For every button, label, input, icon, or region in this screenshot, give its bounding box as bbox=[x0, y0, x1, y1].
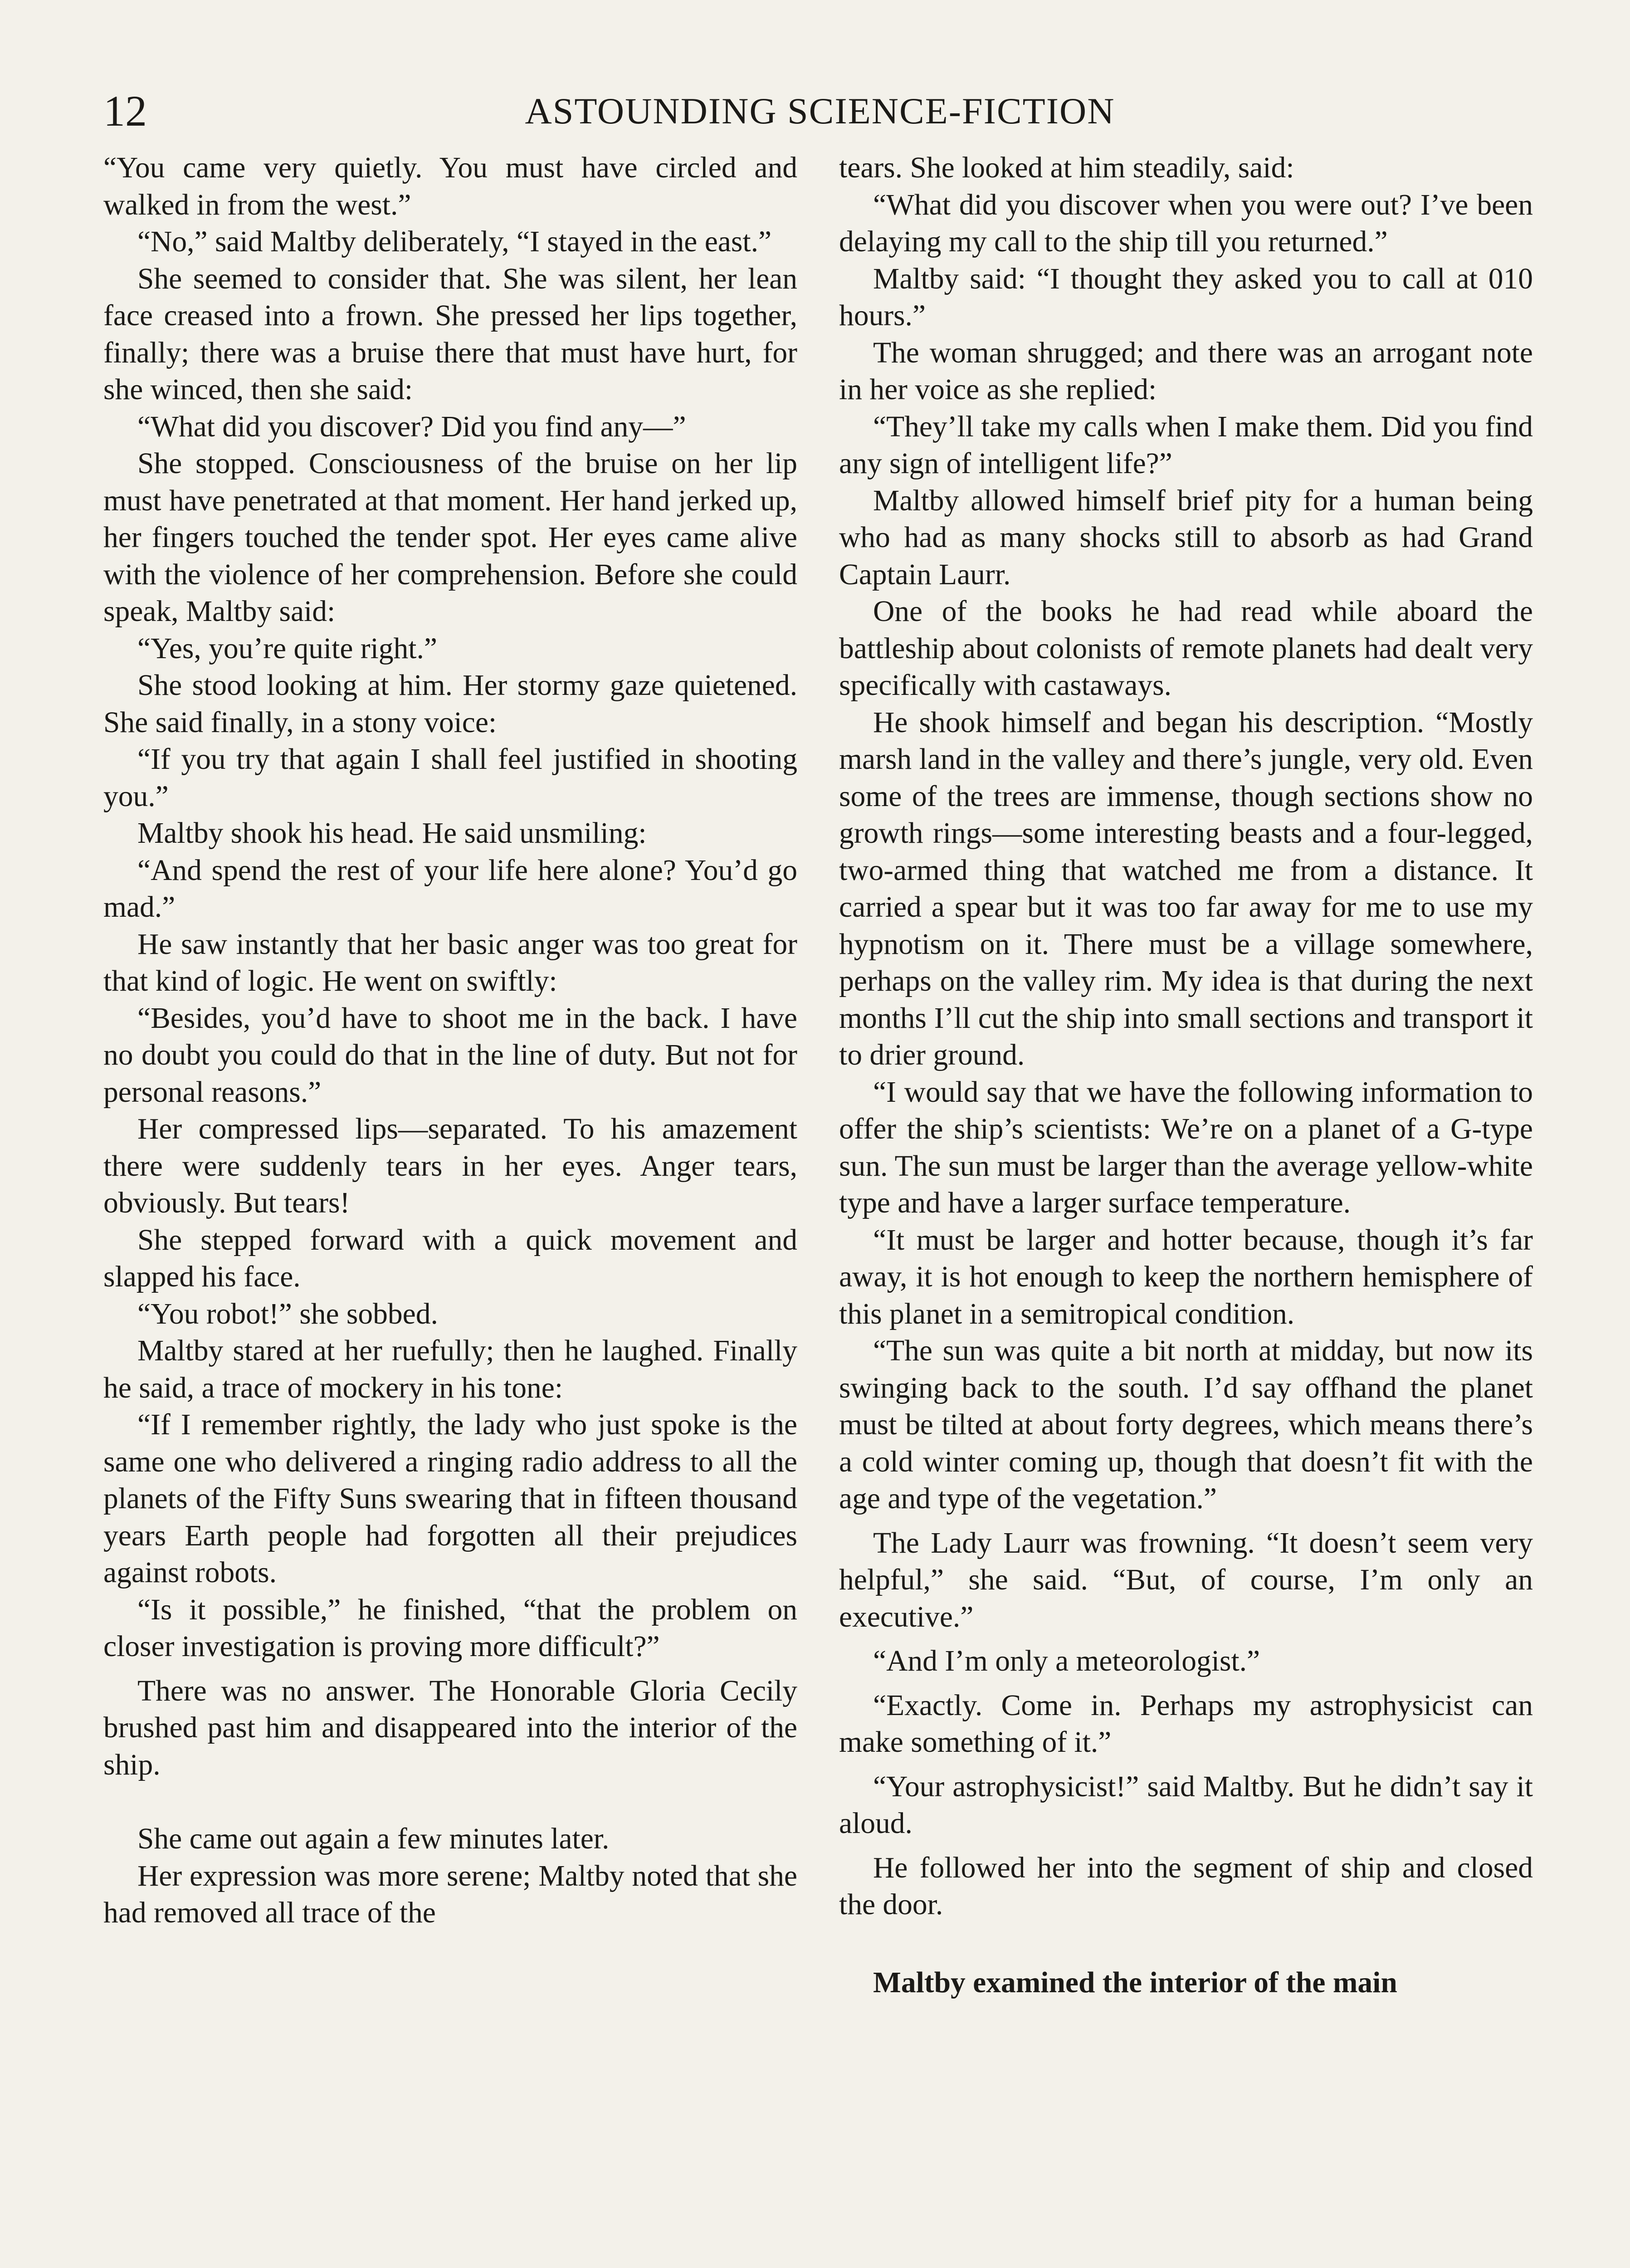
paragraph: One of the books he had read while aboard the battleship about colonists of remote planets had dealt very specifically with castaways. bbox=[839, 595, 1533, 702]
paragraph: She stopped. Consciousness of the bruise on her lip must have penetrated at that moment. Her hand jerked up, her fingers touched the tender spot. Her eyes came alive with the violence of her comprehension. Before she could speak, Maltby said: bbox=[103, 447, 797, 628]
paragraph: She came out again a few minutes later. bbox=[137, 1823, 610, 1855]
paragraph: Maltby stared at her ruefully; then he laughed. Finally he said, a trace of mockery in his tone: bbox=[103, 1334, 797, 1404]
magazine-title: ASTOUNDING SCIENCE-FICTION bbox=[525, 90, 1115, 132]
paragraph: “No,” said Maltby deliberately, “I stayed in the east.” bbox=[137, 225, 772, 258]
paragraph: “You came very quietly. You must have circled and walked in from the west.” bbox=[103, 152, 797, 221]
right-column bbox=[839, 150, 1533, 2001]
paragraph: “If I remember rightly, the lady who just spoke is the same one who delivered a ringing radio address to all the planets of the Fifty Suns swearing that in fifteen thousand years Earth people had forgotten all their prejudices against robots. bbox=[103, 1408, 797, 1589]
paragraph: tears. She looked at him steadily, said: bbox=[839, 152, 1294, 184]
paragraph: He saw instantly that her basic anger was too great for that kind of logic. He went on swiftly: bbox=[103, 928, 797, 997]
paragraph: Maltby examined the interior of the main bbox=[873, 1966, 1397, 1999]
paragraph: “Is it possible,” he finished, “that the problem on closer investigation is proving more difficult?” bbox=[103, 1593, 797, 1663]
paragraph: Her compressed lips—separated. To his amazement there were suddenly tears in her eyes. Anger tears, obviously. But tears! bbox=[103, 1113, 797, 1219]
paragraph: There was no answer. The Honorable Gloria Cecily brushed past him and disappeared into the interior of the ship. bbox=[103, 1674, 797, 1781]
paragraph: “The sun was quite a bit north at midday, but now its swinging back to the south. I’d say offhand the planet must be tilted at about forty degrees, which means there’s a cold winter coming up, though that doesn’t fit with the age and type of the vegetation.” bbox=[839, 1334, 1533, 1515]
paragraph: “What did you discover? Did you find any—” bbox=[137, 410, 686, 443]
paragraph: He shook himself and began his description. “Mostly marsh land in the valley and there’s jungle, very old. Even some of the trees are immense, though sections show no growth rings—some interesting beasts and a four-legged, two-armed thing that watched me from a distance. It carried a spear but it was too far away for me to use my hypnotism on it. There must be a village somewhere, perhaps on the valley rim. My idea is that during the next months I’ll cut the ship into small sections and transport it to drier ground. bbox=[839, 706, 1533, 1071]
paragraph: “If you try that again I shall feel justified in shooting you.” bbox=[103, 743, 797, 813]
paragraph: “What did you discover when you were out? I’ve been delaying my call to the ship till you returned.” bbox=[839, 188, 1533, 258]
left-column bbox=[103, 150, 797, 1932]
paragraph: She seemed to consider that. She was silent, her lean face creased into a frown. She pressed her lips together, finally; there was a bruise there that must have hurt, for she winced, then she said: bbox=[103, 262, 797, 406]
paragraph: Her expression was more serene; Maltby noted that she had removed all trace of the bbox=[103, 1859, 797, 1929]
paragraph: The Lady Laurr was frowning. “It doesn’t seem very helpful,” she said. “But, of course, I’m only an executive.” bbox=[839, 1526, 1533, 1633]
paragraph: “And spend the rest of your life here alone? You’d go mad.” bbox=[103, 854, 797, 924]
paragraph: “Besides, you’d have to shoot me in the back. I have no doubt you could do that in the line of duty. But not for personal reasons.” bbox=[103, 1002, 797, 1109]
paragraph: “Yes, you’re quite right.” bbox=[137, 632, 437, 665]
paragraph: “You robot!” she sobbed. bbox=[137, 1297, 438, 1330]
paragraph: She stepped forward with a quick movement and slapped his face. bbox=[103, 1223, 797, 1293]
paragraph: “Exactly. Come in. Perhaps my astrophysicist can make something of it.” bbox=[839, 1689, 1533, 1759]
paragraph: The woman shrugged; and there was an arrogant note in her voice as she replied: bbox=[839, 336, 1533, 406]
paragraph: Maltby shook his head. He said unsmiling: bbox=[137, 817, 647, 850]
page-number: 12 bbox=[103, 87, 147, 135]
paragraph: “I would say that we have the following information to offer the ship’s scientists: We’re on a planet of a G-type sun. The sun must be larger than the average yellow-white type and have a larger surface temperature. bbox=[839, 1075, 1533, 1219]
paragraph: “It must be larger and hotter because, though it’s far away, it is hot enough to keep the northern hemisphere of this planet in a semitropical condition. bbox=[839, 1223, 1533, 1330]
paragraph: “They’ll take my calls when I make them. Did you find any sign of intelligent life?” bbox=[839, 410, 1533, 480]
paragraph: She stood looking at him. Her stormy gaze quietened. She said finally, in a stony voice: bbox=[103, 669, 797, 739]
paragraph: “And I’m only a meteorologist.” bbox=[873, 1645, 1260, 1677]
paragraph: Maltby allowed himself brief pity for a human being who had as many shocks still to absorb as had Grand Captain Laurr. bbox=[839, 484, 1533, 591]
paragraph: He followed her into the segment of ship and closed the door. bbox=[839, 1851, 1533, 1921]
paragraph: Maltby said: “I thought they asked you to call at 010 hours.” bbox=[839, 262, 1533, 332]
page-header bbox=[103, 79, 1537, 143]
paragraph: “Your astrophysicist!” said Maltby. But he didn’t say it aloud. bbox=[839, 1770, 1533, 1840]
